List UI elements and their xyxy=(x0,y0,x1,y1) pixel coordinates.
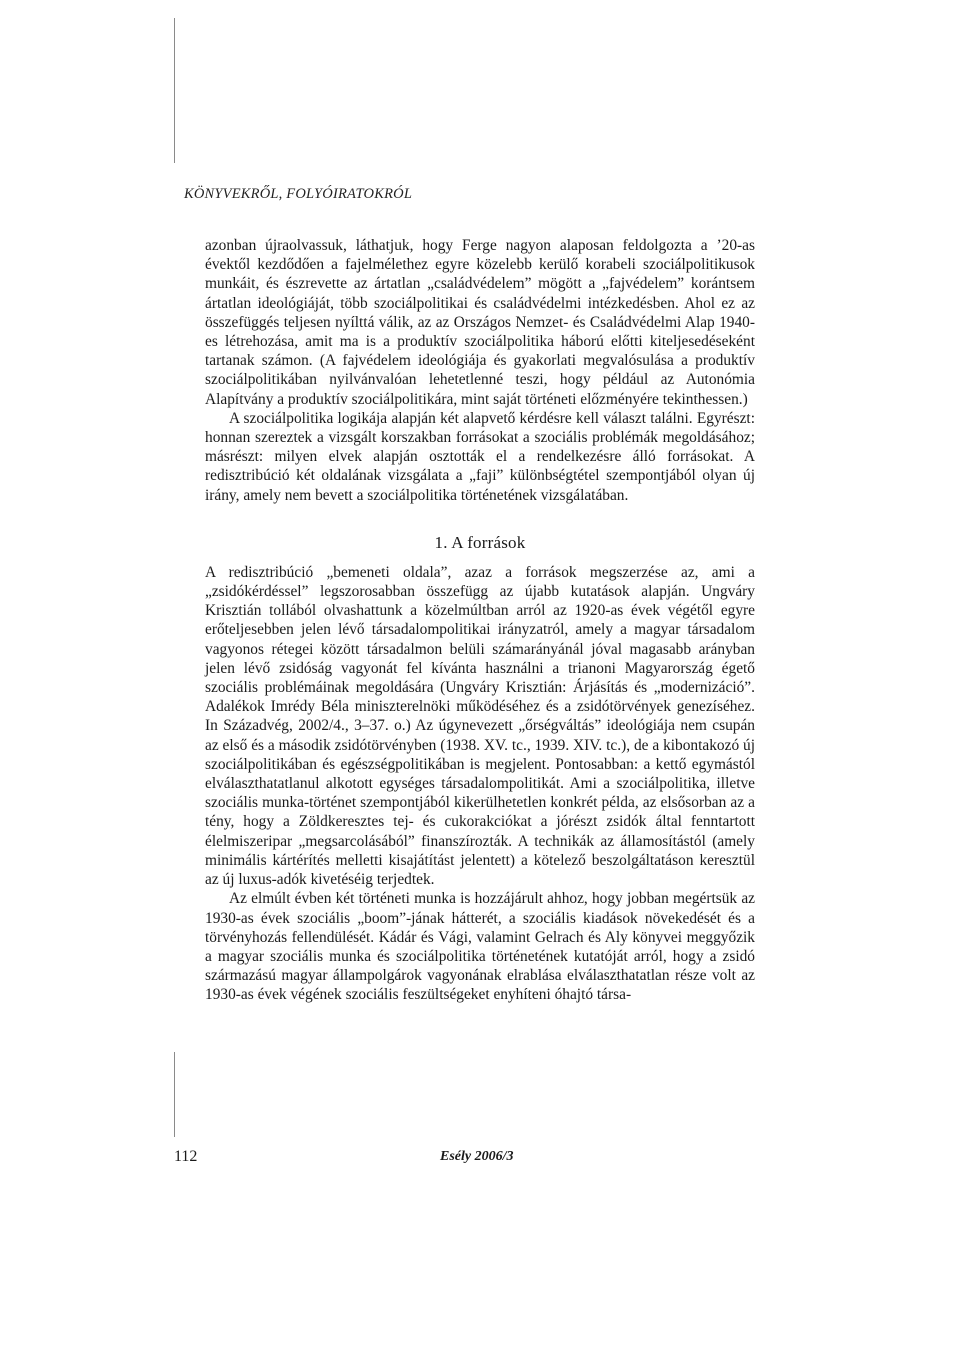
paragraph-2: A szociálpolitika logikája alapján két alapvető kérdésre kell választ találni. Egyrészt: honnan szereztek a vizsgált korszakban forrásokat a szociális problémák megoldásához; másrészt: milyen elvek alapján osztották el a rendelkezésre álló forrásokat. A redisztribúció két oldalának vizsgálata a „faji” különbségtétel szempontjából olyan új irány, amely nem bevett a szociálpolitika történetének vizsgálatában. xyxy=(205,409,755,504)
section-heading: 1. A források xyxy=(434,532,526,552)
margin-rule-bottom xyxy=(174,1052,175,1137)
paragraph-4: Az elmúlt évben két történeti munka is hozzájárult ahhoz, hogy jobban megértsük az 1930-as évek szociális „boom”-jának hátterét, a szociális kiadások növekedését és a törvényhozás fellendülését. Kádár és Vági, valamint Gelrach és Aly könyvei meggyőzik a magyar szociális munka és szociálpolitika történetének kutatóját arról, hogy a zsidó származású magyar állampolgárok vagyonának elrablása elválaszthatatlan része volt az 1930-as évek végének szociális feszültségeket enyhíteni óhajtó társa- xyxy=(205,890,755,1004)
margin-rule-top xyxy=(174,18,175,163)
journal-name: Esély 2006/3 xyxy=(440,1149,514,1164)
paragraph-1: azonban újraolvassuk, láthatjuk, hogy Ferge nagyon alaposan feldolgozta a ’20-as évektől kezdődően a fajelmélethez egyre közelebb kerülő korabeli szociálpolitikusok munkáit, és észrevette az ártatlan „családvédelem” mögött a „fajvédelem” korántsem ártatlan ideológiáját, több szociálpolitikai és családvédelmi intézkedésben. Ahol ez az összefüggés teljesen nyílttá válik, az az Országos Nemzet- és Családvédelmi Alap 1940-es létrehozása, amit ma is a produktív szociálpolitika háború előtti kiteljesedéseként tartanak számon. (A fajvédelem ideológiája és gyakorlati megvalósulása a produktív szociálpolitikában nyilvánvalóan lehetetlenné teszi, hogy például az Autonómia Alapítvány a produktív szociálpolitikára, mint saját történeti előzményére tekinthessen.) xyxy=(205,237,755,408)
paragraph-3: A redisztribúció „bemeneti oldala”, azaz a források megszerzése az, ami a „zsidókérdéssel” legszorosabban összefügg az újabb kutatások alapján. Ungváry Krisztián tollából olvashattunk a közelmúltban arról az 1920-as évek végétől egyre erőteljesebben jelen lévő társadalompolitikai irányzatról, amely a magyar társadalom vagyonos rétegei között társadalmon belüli számarányánál jóval magasabb arányban jelen lévő zsidóság vagyonát fel kívánta használni a trianoni Magyarország égető szociális problémáinak megoldására (Ungváry Krisztián: Árjásítás és „modernizáció”. Adalékok Imrédy Béla miniszterelnöki működéséhez és a zsidótörvények genezíséhez. In Századvég, 2002/4., 3–37. o.) Az úgynevezett „őrségváltás” ideológiája nem csupán az első és a második zsidótörvényben (1938. XV. tc., 1939. XIV. tc.), de a kibontakozó új szociálpolitikában és egészségpolitikában is megjelent. Pontosabban: a kettő egymástól elválaszthatatlanul alkotott egységes társadalompolitikát. Ami a szociálpolitika, illetve szociális munka-történet szempontjából kikerülhetetlen konkrét példa, az elsősorban az a tény, hogy a Zöldkeresztes tej- és cukorakciókat a jórészt zsidók által fenntartott élelmiszeripar „megsarcolásából” finanszírozták. A technikák az államosítástól (amely minimális kártérítés melletti kisajátítást jelentett) a kötelező beszolgáltatáson keresztül az új luxus-adók kivetéséig terjedtek. xyxy=(205,563,755,889)
running-head: KÖNYVEKRŐL, FOLYÓIRATOKRÓL xyxy=(184,186,413,202)
article-body xyxy=(205,236,755,1005)
page-number: 112 xyxy=(174,1148,198,1165)
